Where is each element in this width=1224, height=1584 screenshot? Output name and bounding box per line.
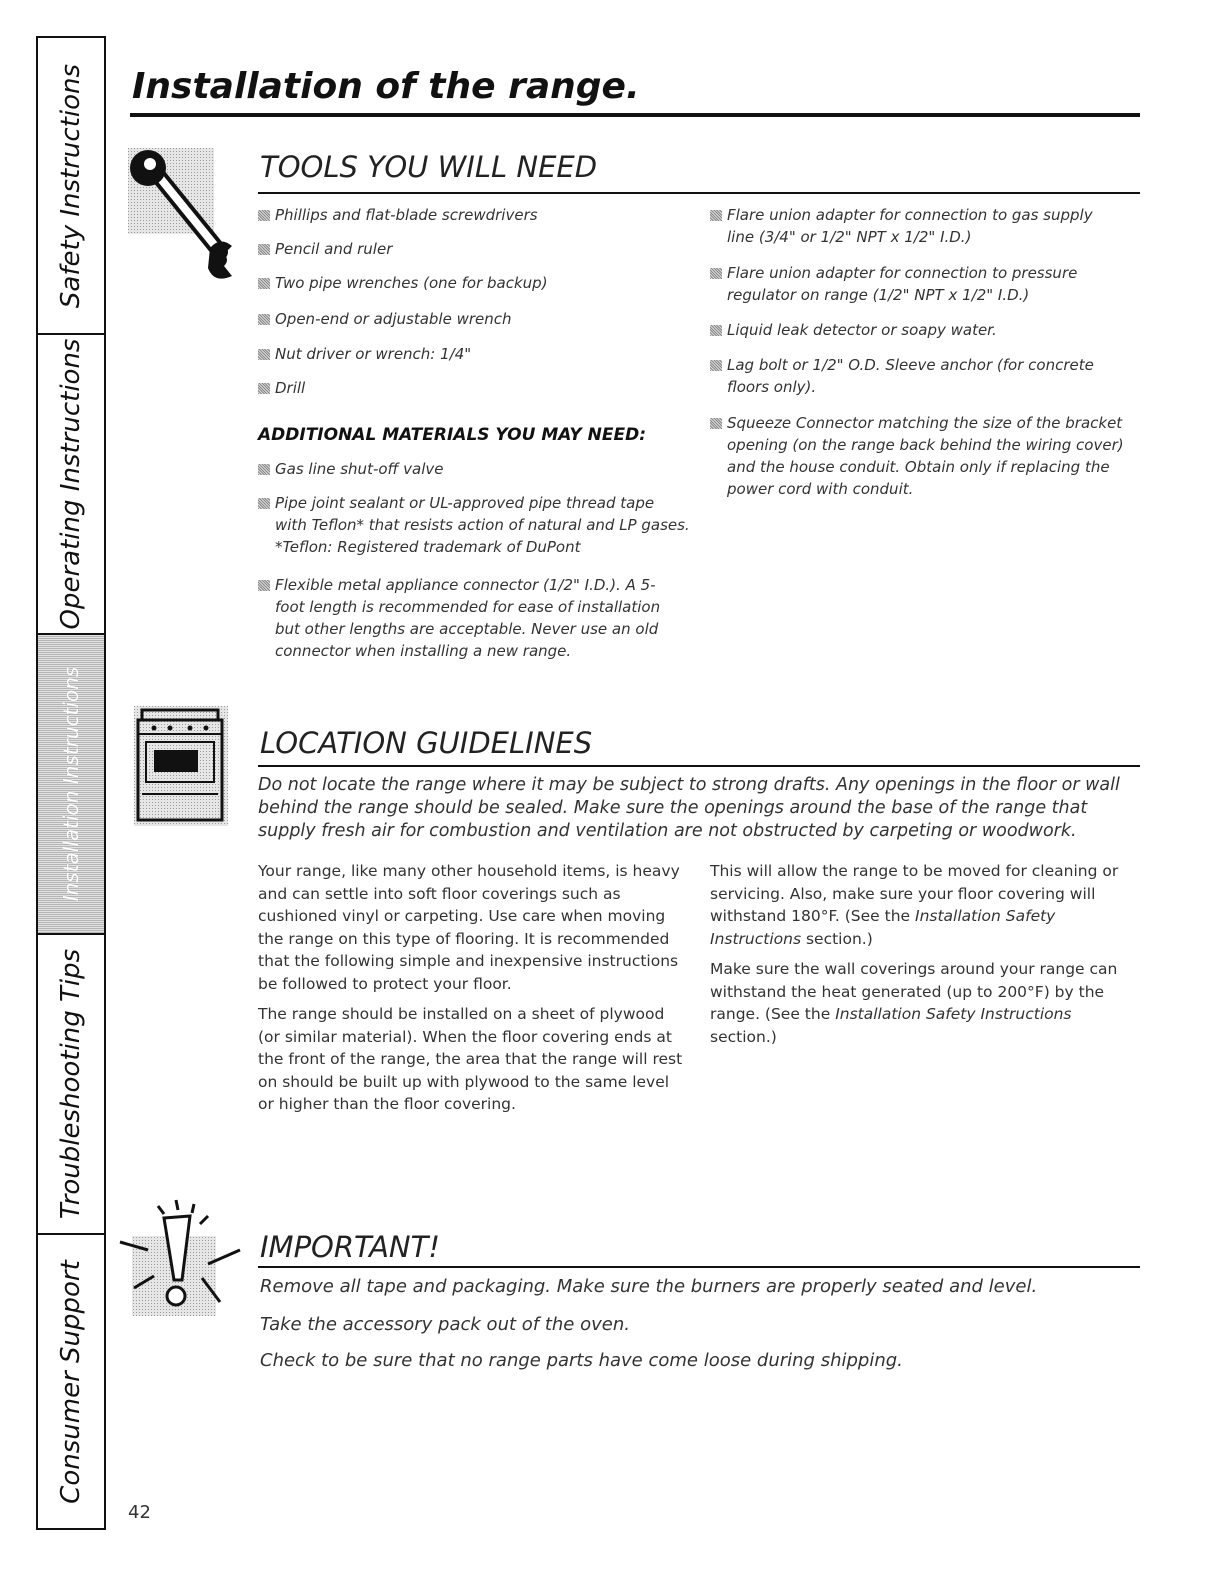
important-rule: [258, 1266, 1140, 1268]
paragraph: Your range, like many other household items, is heavy and can settle into soft floor coverings such as cushioned vinyl or carpeting. Use care when moving the range on this type of flooring. It is recommended that the following simple and inexpensive instructions be followed to protect your floor.: [258, 862, 680, 993]
bullet-icon: [258, 580, 270, 591]
important-line: Remove all tape and packaging. Make sure the burners are properly seated and level.: [260, 1276, 1038, 1297]
bullet-icon: [710, 268, 722, 279]
tab-label: Safety Instructions: [56, 63, 86, 308]
tool-item: Drill: [258, 377, 305, 399]
location-heading: LOCATION GUIDELINES: [260, 726, 593, 760]
title-rule: [130, 113, 1140, 117]
important-line: Check to be sure that no range parts have come loose during shipping.: [260, 1350, 903, 1371]
range-icon: [134, 706, 228, 826]
tool-item: Nut driver or wrench: 1/4": [258, 343, 471, 365]
warning-icon: [112, 1198, 252, 1318]
tab-label: Installation Instructions: [59, 666, 83, 902]
material-item: Liquid leak detector or soapy water.: [710, 319, 997, 341]
location-right-column: [710, 860, 1130, 1056]
location-intro: Do not locate the range where it may be subject to strong drafts. Any openings in the floor or wall behind the range should be sealed. Make sure the openings around the base of the range that supply fresh air for combustion and ventilation are not obstructed by carpeting or woodwork.: [258, 775, 1120, 841]
material-item: Flare union adapter for connection to pressure regulator on range (1/2" NPT x 1/2" I.D.): [710, 262, 1077, 306]
material-item: Flexible metal appliance connector (1/2" I.D.). A 5- foot length is recommended for ease of installation but other lengths are acceptable. Never use an old connector when installing a new range.: [258, 574, 660, 662]
section-tabs: [36, 36, 106, 1530]
tab-label: Operating Instructions: [56, 338, 86, 630]
tab-operating-instructions[interactable]: [38, 335, 104, 635]
tool-item: Open-end or adjustable wrench: [258, 308, 512, 330]
paragraph: The range should be installed on a sheet of plywood (or similar material). When the floor covering ends at the front of the range, the area that the range will rest on should be built up with plywood to the same level or higher than the floor covering.: [258, 1005, 683, 1113]
material-item: Squeeze Connector matching the size of the bracket opening (on the range back behind the wiring cover) and the house conduit. Obtain only if replacing the power cord with conduit.: [710, 412, 1124, 500]
paragraph: This will allow the range to be moved for cleaning or servicing. Also, make sure your floor covering will withstand 180°F. (See the Installation Safety Instructions section.): [710, 862, 1119, 948]
important-line: Take the accessory pack out of the oven.: [260, 1314, 630, 1335]
bullet-icon: [258, 278, 270, 289]
material-item: Lag bolt or 1/2" O.D. Sleeve anchor (for concrete floors only).: [710, 354, 1094, 398]
tool-item: Pencil and ruler: [258, 238, 392, 260]
bullet-icon: [258, 349, 270, 360]
bullet-icon: [710, 360, 722, 371]
location-left-column: [258, 860, 688, 1124]
additional-materials-heading: ADDITIONAL MATERIALS YOU MAY NEED:: [258, 425, 647, 445]
paragraph: Make sure the wall coverings around your range can withstand the heat generated (up to 200°F) by the range. (See the Installation Safety Instructions section.): [710, 960, 1118, 1046]
bullet-icon: [258, 210, 270, 221]
material-item: Gas line shut-off valve: [258, 458, 443, 480]
wrench-icon: [128, 148, 240, 288]
bullet-icon: [710, 418, 722, 429]
tools-rule: [258, 192, 1140, 194]
tools-heading: TOOLS YOU WILL NEED: [260, 150, 598, 184]
bullet-icon: [258, 244, 270, 255]
bullet-icon: [258, 383, 270, 394]
tab-label: Troubleshooting Tips: [56, 948, 86, 1220]
tab-label: Consumer Support: [56, 1259, 86, 1504]
page-title: Installation of the range.: [132, 66, 640, 107]
material-item: Flare union adapter for connection to gas supply line (3/4" or 1/2" NPT x 1/2" I.D.): [710, 204, 1093, 248]
tool-item: Phillips and flat-blade screwdrivers: [258, 204, 538, 226]
page-number: 42: [128, 1502, 151, 1523]
tab-consumer-support[interactable]: [38, 1235, 104, 1528]
tab-troubleshooting-tips[interactable]: [38, 935, 104, 1235]
bullet-icon: [258, 464, 270, 475]
bullet-icon: [710, 210, 722, 221]
material-item: Pipe joint sealant or UL-approved pipe thread tape with Teflon* that resists action of natural and LP gases. *Teflon: Registered trademark of DuPont: [258, 492, 690, 558]
location-rule: [258, 765, 1140, 767]
important-heading: IMPORTANT!: [260, 1230, 440, 1264]
tab-installation-instructions[interactable]: [38, 635, 104, 935]
bullet-icon: [710, 325, 722, 336]
tool-item: Two pipe wrenches (one for backup): [258, 272, 548, 294]
bullet-icon: [258, 314, 270, 325]
tab-safety-instructions[interactable]: [38, 38, 104, 335]
bullet-icon: [258, 498, 270, 509]
